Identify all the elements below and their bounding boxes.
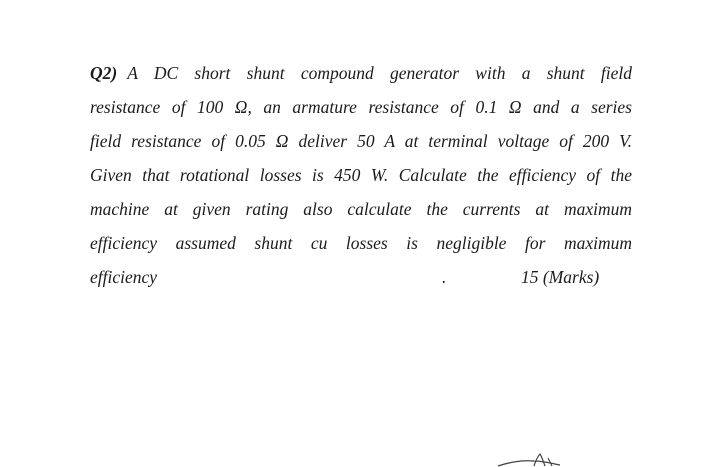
marks-label: 15 (Marks) (521, 267, 600, 287)
question-line-1 (90, 56, 632, 90)
stray-dot: . (442, 267, 447, 287)
question-line-4: Given that rotational losses is 450 W. Calculate the efficiency of the (90, 165, 632, 185)
question-text-last: efficiency (90, 267, 158, 287)
question-text-line-1: A DC short shunt compound generator with a shunt field (127, 63, 632, 83)
question-line-6: efficiency assumed shunt cu losses is negligible for maximum (90, 233, 632, 253)
question-line-5: machine at given rating also calculate the currents at maximum (90, 199, 632, 219)
handwritten-scribble (490, 448, 580, 467)
question-line-2: resistance of 100 Ω, an armature resistance of 0.1 Ω and a series (90, 97, 632, 117)
question-line-7 (90, 260, 632, 294)
question-block (90, 56, 632, 294)
question-line-3: field resistance of 0.05 Ω deliver 50 A at terminal voltage of 200 V. (90, 131, 632, 151)
question-number: Q2) (90, 63, 118, 83)
